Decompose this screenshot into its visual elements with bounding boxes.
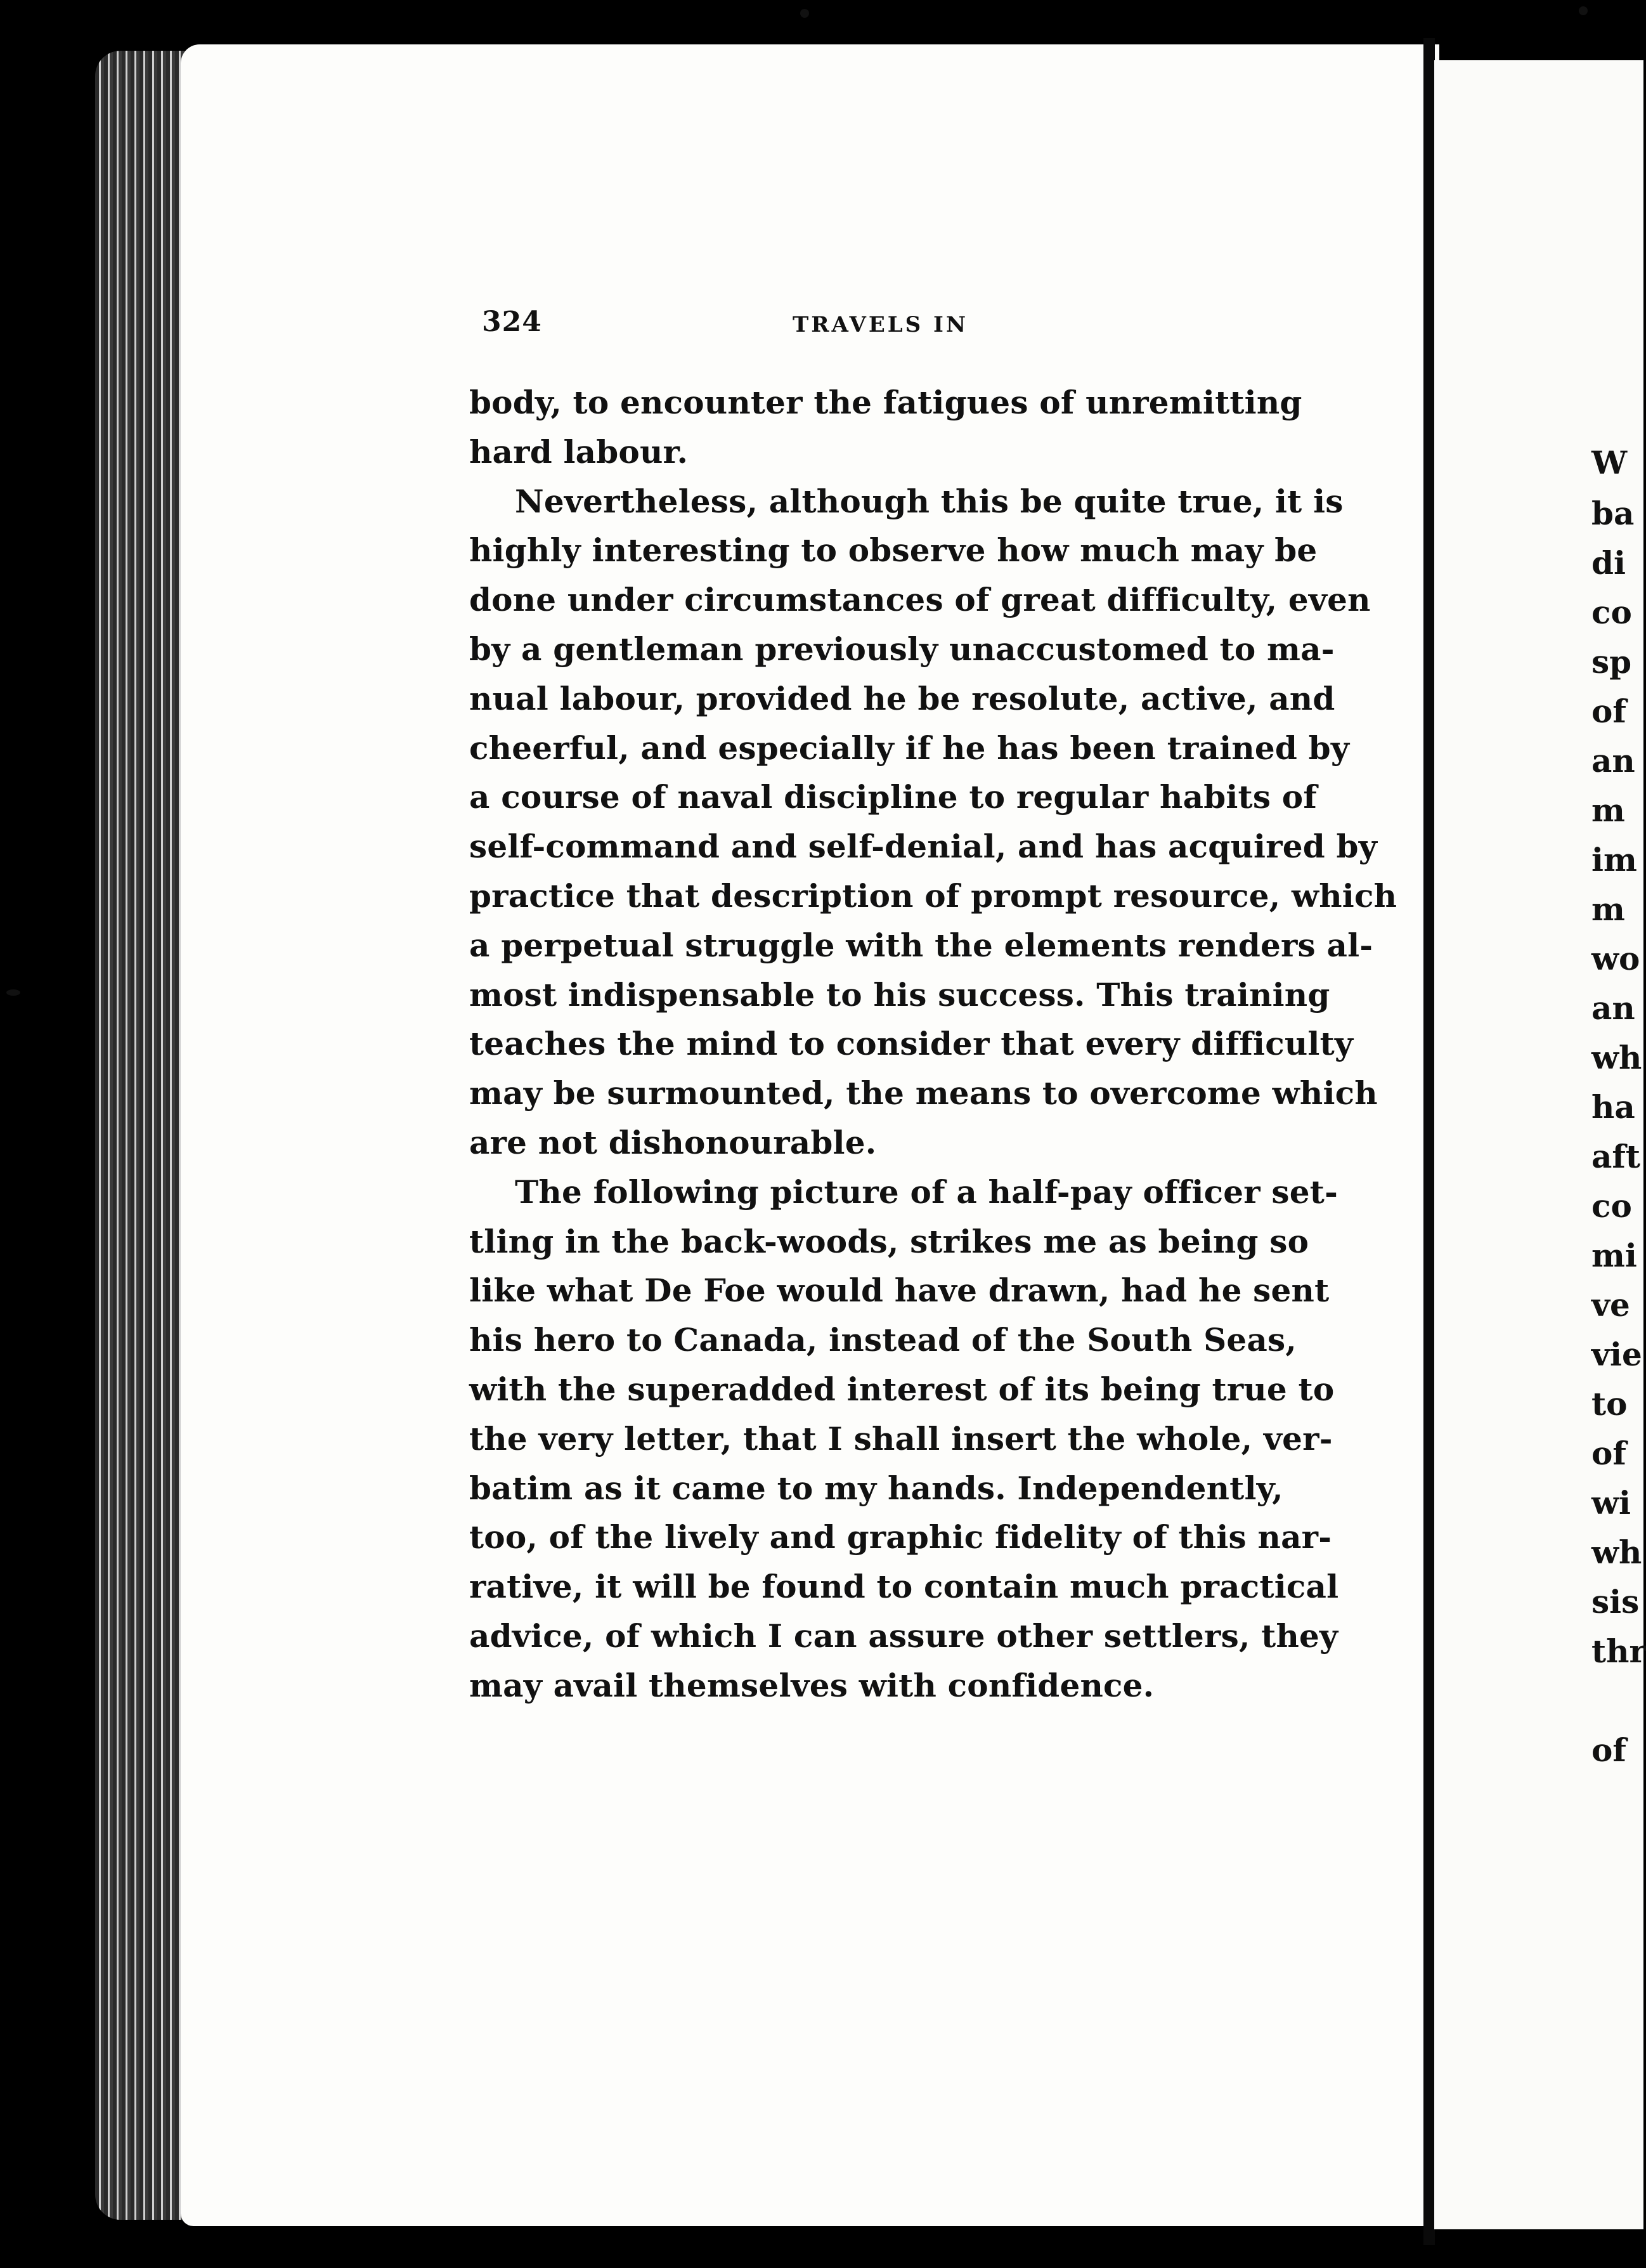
facing-text-fragment: wh (1591, 1534, 1642, 1571)
page-header (482, 306, 1255, 350)
text-line: nual labour, provided he be resolute, active, and (469, 679, 1335, 717)
text-line: advice, of which I can assure other settlers, they (469, 1617, 1338, 1655)
text-line: self-command and self-denial, and has acquired by (469, 828, 1377, 866)
text-line: cheerful, and especially if he has been trained by (469, 729, 1350, 767)
facing-text-fragment: di (1591, 544, 1626, 582)
facing-text-fragment: mi (1591, 1237, 1637, 1274)
text-line: tling in the back-woods, strikes me as being so (469, 1222, 1309, 1260)
facing-text-fragment: co (1591, 1187, 1632, 1225)
text-line: done under circumstances of great difficulty, even (469, 581, 1371, 619)
scan-speck (800, 9, 809, 18)
text-line: highly interesting to observe how much may be (469, 531, 1318, 570)
scan-speck (6, 989, 20, 996)
text-line: may be surmounted, the means to overcome which (469, 1074, 1378, 1112)
text-line: too, of the lively and graphic fidelity of this nar- (469, 1518, 1332, 1556)
page-number: 324 (482, 306, 542, 338)
facing-text-fragment: to (1591, 1385, 1628, 1423)
running-head: TRAVELS IN (793, 312, 969, 337)
text-line: by a gentleman previously unaccustomed to ma- (469, 630, 1335, 668)
body-text (469, 378, 1397, 1711)
text-line: the very letter, that I shall insert the whole, ver- (469, 1419, 1333, 1457)
facing-text-fragment: m (1591, 792, 1625, 829)
facing-text-fragment: thr (1591, 1633, 1646, 1670)
facing-text-fragment: W (1591, 444, 1628, 481)
facing-text-fragment: co (1591, 594, 1632, 631)
text-line: with the superadded interest of its being true to (469, 1370, 1335, 1408)
facing-text-fragment: wh (1591, 1039, 1642, 1076)
facing-text-fragment: ba (1591, 495, 1635, 532)
facing-text-fragment: vie (1591, 1336, 1642, 1373)
text-line: like what De Foe would have drawn, had he sent (469, 1272, 1330, 1310)
facing-text-fragment: sp (1591, 643, 1632, 681)
text-line: a course of naval discipline to regular habits of (469, 778, 1318, 816)
text-line: batim as it came to my hands. Independently, (469, 1469, 1283, 1507)
facing-text-fragment: an (1591, 742, 1635, 779)
text-line: a perpetual struggle with the elements renders al- (469, 926, 1373, 964)
book-gutter (1423, 38, 1435, 2245)
text-line: teaches the mind to consider that every difficulty (469, 1025, 1354, 1063)
facing-text-fragment: ha (1591, 1088, 1635, 1126)
text-line: rative, it will be found to contain much practical (469, 1568, 1339, 1606)
facing-text-fragment: im (1591, 841, 1637, 878)
text-line: may avail themselves with confidence. (469, 1666, 1155, 1704)
facing-text-fragment: ve (1591, 1286, 1630, 1324)
text-line: his hero to Canada, instead of the South Seas, (469, 1321, 1297, 1359)
facing-text-fragment: sis (1591, 1583, 1640, 1620)
text-line: hard labour. (469, 433, 689, 471)
facing-text-fragment: aft (1591, 1138, 1641, 1175)
facing-text-fragment: an (1591, 989, 1635, 1027)
facing-text-fragment: of (1591, 1435, 1626, 1472)
facing-text-fragment: of (1591, 1731, 1626, 1769)
facing-text-fragment: of (1591, 693, 1626, 730)
text-line: are not dishonourable. (469, 1123, 877, 1161)
facing-text-fragment: wo (1591, 940, 1640, 977)
text-line: Nevertheless, although this be quite true, it is (515, 482, 1344, 520)
text-line: The following picture of a half-pay officer set- (515, 1173, 1338, 1211)
text-line: body, to encounter the fatigues of unremitting (469, 384, 1302, 421)
text-line: practice that description of prompt resource, which (469, 877, 1397, 915)
scan-speck (1579, 6, 1588, 15)
facing-text-fragment: m (1591, 890, 1625, 928)
facing-text-fragment: wi (1591, 1484, 1631, 1522)
text-line: most indispensable to his success. This training (469, 975, 1330, 1013)
